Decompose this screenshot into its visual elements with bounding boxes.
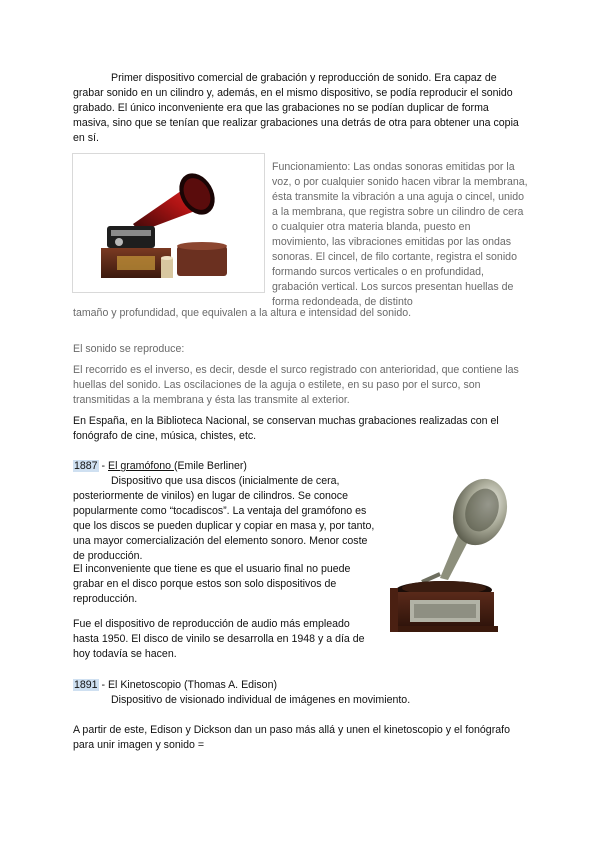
gramofono-paragraph-3: Fue el dispositivo de reproducción de audio más empleado hasta 1950. El disco de vinilo se desarrolla en 1948 y a día de hoy todavía se hacen. <box>73 618 365 660</box>
kinetoscopio-title: - El Kinetoscopio (Thomas A. Edison) <box>98 679 277 691</box>
funcionamiento-paragraph: Funcionamiento: Las ondas sonoras emitidas por la voz, o por cualquier sonido hacen vibrar la membrana, ésta transmite la vibración a una aguja o cincel, unido a la membrana, que registra sobre un cilindro de cera o cualquier otra materia blanda, puesto en movimiento, las vibraciones emitidas por las ondas sonoras. El cincel, de filo cortante, registra el sonido formando surcos verticales o en profundidad, grabación vertical. Los surcos presentan huellas de forma redondeada, de distinto <box>272 161 528 308</box>
funcionamiento-continuation: tamaño y profundidad, que equivalen a la altura e intensidad del sonido. <box>73 307 412 319</box>
year-1891: 1891 <box>74 679 98 691</box>
kinetoscopio-heading <box>73 678 473 693</box>
gramofono-paragraph-1: Dispositivo que usa discos (inicialmente de cera, posteriormente de vinilos) en lugar de cilindros. Se conoce popularmente como “tocadiscos”. La ventaja del gramófono es que los discos se pueden duplicar y copiar en masa y, por tanto, una mayor comercialización del elemento sonoro. Menor coste de producción. <box>73 475 375 562</box>
reproduce-paragraph: El recorrido es el inverso, es decir, desde el surco registrado con anterioridad, que contiene las huellas del sonido. Las oscilaciones de la aguja o estilete, en su paso por el surco, son transmitidas a la membrana y ésta las transmite al exterior. <box>73 364 519 406</box>
reproduce-heading: El sonido se reproduce: <box>73 343 185 355</box>
year-1887: 1887 <box>74 460 98 472</box>
gramofono-paragraph-2: El inconveniente que tiene es que el usuario final no puede grabar en el disco porque estos son solo dispositivos de reproducción. <box>73 563 351 605</box>
espana-paragraph: En España, en la Biblioteca Nacional, se conservan muchas grabaciones realizadas con el fonógrafo de cine, música, chistes, etc. <box>73 415 499 442</box>
phonograph-image <box>72 153 265 293</box>
kinetoscopio-description: Dispositivo de visionado individual de imágenes en movimiento. <box>111 694 411 706</box>
intro-paragraph: Primer dispositivo comercial de grabación y reproducción de sonido. Era capaz de grabar sonido en un cilindro y, además, en el mismo dispositivo, se podía reproducir el sonido grabado. El único inconveniente era que las grabaciones no se podían duplicar de forma masiva, sino que se tenían que realizar grabaciones una detrás de otra para obtener una copia en sí. <box>73 72 519 144</box>
gramofono-heading <box>73 459 393 474</box>
gramophone-image <box>382 476 510 644</box>
closing-paragraph: A partir de este, Edison y Dickson dan un paso más allá y unen el kinetoscopio y el fonógrafo para unir imagen y sonido = <box>73 724 510 751</box>
gramofono-author: (Emile Berliner) <box>173 460 247 472</box>
heading-dash: - <box>98 460 108 472</box>
gramofono-title: El gramófono <box>108 460 174 472</box>
